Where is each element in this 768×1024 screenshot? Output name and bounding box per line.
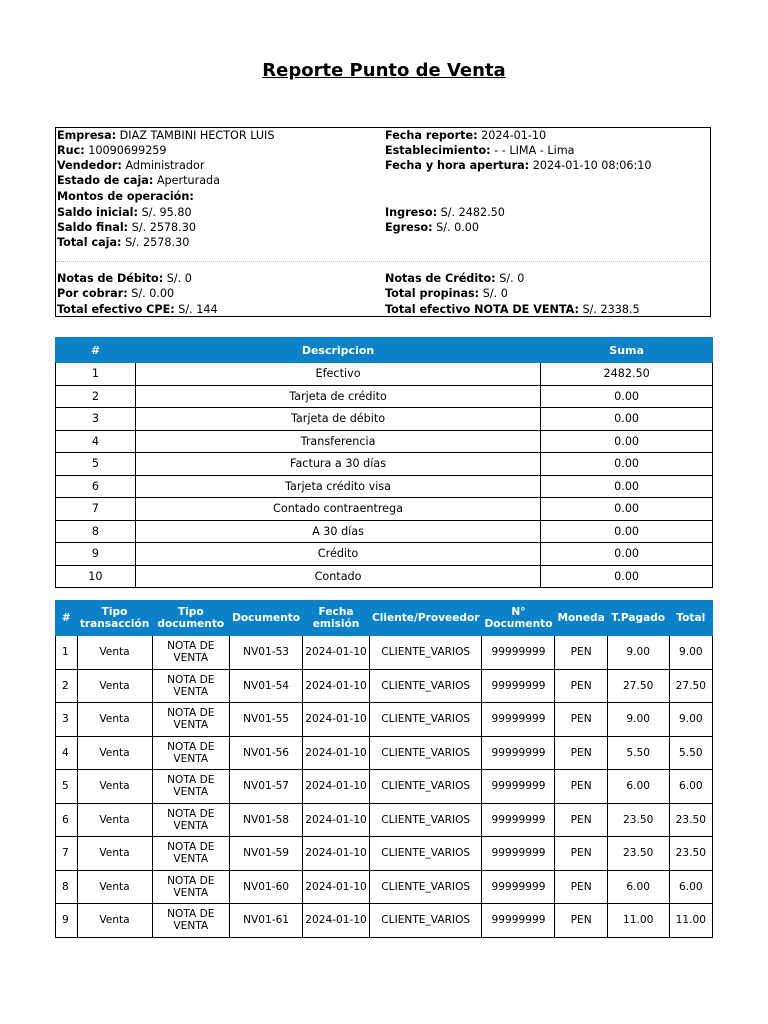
summary-cell-number: 3 xyxy=(56,408,136,431)
tx-cell-documento: NV01-60 xyxy=(230,870,303,904)
tx-cell-tipo-transaccion: Venta xyxy=(77,636,152,670)
summary-row xyxy=(56,543,713,566)
tx-cell-t-pagado: 9.00 xyxy=(607,703,669,737)
info-total-propinas: Total propinas: S/. 0 xyxy=(385,287,508,300)
tx-cell-number: 2 xyxy=(56,669,78,703)
tx-cell-cliente: CLIENTE_VARIOS xyxy=(369,703,482,737)
tx-cell-total: 9.00 xyxy=(669,636,712,670)
tx-cell-tipo-documento: NOTA DE VENTA xyxy=(152,736,230,770)
tx-cell-moneda: PEN xyxy=(555,703,607,737)
tx-cell-n-documento: 99999999 xyxy=(482,803,555,837)
info-notas-debito: Notas de Débito: S/. 0 xyxy=(57,272,192,285)
summary-cell-suma: 2482.50 xyxy=(541,363,713,386)
tx-cell-t-pagado: 23.50 xyxy=(607,837,669,871)
tx-cell-moneda: PEN xyxy=(555,837,607,871)
tx-cell-number: 1 xyxy=(56,636,78,670)
tx-cell-tipo-documento: NOTA DE VENTA xyxy=(152,904,230,938)
tx-cell-cliente: CLIENTE_VARIOS xyxy=(369,770,482,804)
summary-cell-number: 4 xyxy=(56,430,136,453)
tx-cell-moneda: PEN xyxy=(555,904,607,938)
tx-cell-t-pagado: 11.00 xyxy=(607,904,669,938)
info-total-efectivo-nv: Total efectivo NOTA DE VENTA: S/. 2338.5 xyxy=(385,303,640,316)
tx-cell-documento: NV01-56 xyxy=(230,736,303,770)
tx-header-tipo-documento: Tipo documento xyxy=(152,601,230,636)
tx-cell-fecha: 2024-01-10 xyxy=(303,904,370,938)
summary-cell-number: 5 xyxy=(56,453,136,476)
summary-row xyxy=(56,430,713,453)
summary-cell-descripcion: Crédito xyxy=(135,543,540,566)
tx-cell-fecha: 2024-01-10 xyxy=(303,837,370,871)
tx-cell-total: 27.50 xyxy=(669,669,712,703)
summary-cell-number: 1 xyxy=(56,363,136,386)
tx-cell-documento: NV01-57 xyxy=(230,770,303,804)
tx-header-cliente: Cliente/Proveedor xyxy=(369,601,482,636)
tx-cell-moneda: PEN xyxy=(555,636,607,670)
summary-cell-descripcion: Transferencia xyxy=(135,430,540,453)
tx-cell-tipo-transaccion: Venta xyxy=(77,837,152,871)
tx-cell-t-pagado: 6.00 xyxy=(607,870,669,904)
tx-cell-n-documento: 99999999 xyxy=(482,669,555,703)
tx-cell-moneda: PEN xyxy=(555,669,607,703)
tx-row xyxy=(56,837,713,871)
tx-row xyxy=(56,703,713,737)
tx-cell-documento: NV01-53 xyxy=(230,636,303,670)
summary-header-suma: Suma xyxy=(541,338,713,363)
tx-cell-number: 3 xyxy=(56,703,78,737)
payment-summary-table xyxy=(55,337,713,588)
page-title: Reporte Punto de Venta xyxy=(262,60,506,81)
summary-row xyxy=(56,453,713,476)
tx-cell-tipo-transaccion: Venta xyxy=(77,803,152,837)
tx-cell-tipo-transaccion: Venta xyxy=(77,669,152,703)
tx-cell-fecha: 2024-01-10 xyxy=(303,703,370,737)
summary-cell-descripcion: A 30 días xyxy=(135,520,540,543)
tx-cell-tipo-documento: NOTA DE VENTA xyxy=(152,803,230,837)
summary-cell-descripcion: Tarjeta de crédito xyxy=(135,385,540,408)
summary-cell-suma: 0.00 xyxy=(541,498,713,521)
info-divider xyxy=(56,261,710,262)
tx-row xyxy=(56,870,713,904)
tx-cell-cliente: CLIENTE_VARIOS xyxy=(369,904,482,938)
tx-cell-tipo-documento: NOTA DE VENTA xyxy=(152,636,230,670)
tx-cell-tipo-transaccion: Venta xyxy=(77,770,152,804)
tx-cell-n-documento: 99999999 xyxy=(482,870,555,904)
tx-cell-fecha: 2024-01-10 xyxy=(303,870,370,904)
tx-cell-moneda: PEN xyxy=(555,803,607,837)
tx-cell-number: 6 xyxy=(56,803,78,837)
tx-cell-total: 5.50 xyxy=(669,736,712,770)
summary-cell-suma: 0.00 xyxy=(541,385,713,408)
tx-cell-total: 9.00 xyxy=(669,703,712,737)
tx-row xyxy=(56,803,713,837)
tx-cell-t-pagado: 27.50 xyxy=(607,669,669,703)
summary-cell-number: 2 xyxy=(56,385,136,408)
info-fecha-reporte: Fecha reporte: 2024-01-10 xyxy=(385,129,547,142)
tx-cell-fecha: 2024-01-10 xyxy=(303,636,370,670)
tx-cell-cliente: CLIENTE_VARIOS xyxy=(369,669,482,703)
summary-cell-suma: 0.00 xyxy=(541,408,713,431)
info-montos-operacion: Montos de operación: xyxy=(57,190,194,203)
tx-header-fecha-emision: Fecha emisión xyxy=(303,601,370,636)
tx-cell-total: 23.50 xyxy=(669,837,712,871)
tx-cell-documento: NV01-54 xyxy=(230,669,303,703)
info-notas-credito: Notas de Crédito: S/. 0 xyxy=(385,272,525,285)
info-ingreso: Ingreso: S/. 2482.50 xyxy=(385,206,505,219)
tx-cell-n-documento: 99999999 xyxy=(482,770,555,804)
tx-cell-cliente: CLIENTE_VARIOS xyxy=(369,870,482,904)
summary-header-row xyxy=(56,338,713,363)
info-total-efectivo-cpe: Total efectivo CPE: S/. 144 xyxy=(57,303,218,316)
tx-row xyxy=(56,736,713,770)
tx-cell-fecha: 2024-01-10 xyxy=(303,736,370,770)
info-vendedor: Vendedor: Administrador xyxy=(57,159,205,172)
tx-cell-cliente: CLIENTE_VARIOS xyxy=(369,636,482,670)
tx-cell-fecha: 2024-01-10 xyxy=(303,770,370,804)
summary-cell-suma: 0.00 xyxy=(541,520,713,543)
tx-cell-n-documento: 99999999 xyxy=(482,636,555,670)
tx-cell-n-documento: 99999999 xyxy=(482,904,555,938)
summary-cell-descripcion: Efectivo xyxy=(135,363,540,386)
tx-cell-moneda: PEN xyxy=(555,736,607,770)
tx-cell-total: 6.00 xyxy=(669,770,712,804)
tx-cell-total: 23.50 xyxy=(669,803,712,837)
summary-row xyxy=(56,475,713,498)
tx-cell-moneda: PEN xyxy=(555,770,607,804)
info-estado-caja: Estado de caja: Aperturada xyxy=(57,174,221,187)
tx-cell-cliente: CLIENTE_VARIOS xyxy=(369,837,482,871)
summary-header-number: # xyxy=(56,338,136,363)
info-total-caja: Total caja: S/. 2578.30 xyxy=(57,236,190,249)
tx-cell-tipo-transaccion: Venta xyxy=(77,870,152,904)
summary-row xyxy=(56,363,713,386)
tx-cell-t-pagado: 23.50 xyxy=(607,803,669,837)
summary-row xyxy=(56,565,713,588)
tx-cell-total: 11.00 xyxy=(669,904,712,938)
tx-cell-number: 8 xyxy=(56,870,78,904)
summary-cell-number: 6 xyxy=(56,475,136,498)
tx-cell-n-documento: 99999999 xyxy=(482,736,555,770)
tx-header-documento: Documento xyxy=(230,601,303,636)
tx-cell-tipo-documento: NOTA DE VENTA xyxy=(152,837,230,871)
summary-header-descripcion: Descripcion xyxy=(135,338,540,363)
tx-cell-cliente: CLIENTE_VARIOS xyxy=(369,803,482,837)
summary-cell-descripcion: Tarjeta crédito visa xyxy=(135,475,540,498)
summary-row xyxy=(56,385,713,408)
tx-cell-number: 7 xyxy=(56,837,78,871)
summary-cell-number: 7 xyxy=(56,498,136,521)
info-saldo-inicial: Saldo inicial: S/. 95.80 xyxy=(57,206,192,219)
tx-cell-tipo-documento: NOTA DE VENTA xyxy=(152,770,230,804)
summary-cell-suma: 0.00 xyxy=(541,453,713,476)
tx-header-moneda: Moneda xyxy=(555,601,607,636)
tx-cell-fecha: 2024-01-10 xyxy=(303,669,370,703)
tx-cell-total: 6.00 xyxy=(669,870,712,904)
tx-cell-cliente: CLIENTE_VARIOS xyxy=(369,736,482,770)
tx-cell-t-pagado: 5.50 xyxy=(607,736,669,770)
summary-cell-descripcion: Tarjeta de débito xyxy=(135,408,540,431)
tx-cell-n-documento: 99999999 xyxy=(482,837,555,871)
tx-row xyxy=(56,636,713,670)
info-empresa: Empresa: DIAZ TAMBINI HECTOR LUIS xyxy=(57,129,275,142)
summary-cell-suma: 0.00 xyxy=(541,430,713,453)
summary-cell-descripcion: Contado xyxy=(135,565,540,588)
tx-cell-tipo-documento: NOTA DE VENTA xyxy=(152,870,230,904)
tx-cell-number: 9 xyxy=(56,904,78,938)
info-por-cobrar: Por cobrar: S/. 0.00 xyxy=(57,287,175,300)
tx-cell-number: 4 xyxy=(56,736,78,770)
tx-cell-t-pagado: 6.00 xyxy=(607,770,669,804)
transactions-table xyxy=(55,600,713,938)
tx-header-t-pagado: T.Pagado xyxy=(607,601,669,636)
summary-cell-number: 9 xyxy=(56,543,136,566)
info-ruc: Ruc: 10090699259 xyxy=(57,144,167,157)
tx-header-tipo-transaccion: Tipo transacción xyxy=(77,601,152,636)
info-establecimiento: Establecimiento: - - LIMA - Lima xyxy=(385,144,575,157)
tx-row xyxy=(56,904,713,938)
summary-row xyxy=(56,408,713,431)
tx-cell-tipo-transaccion: Venta xyxy=(77,703,152,737)
tx-header-n-documento: N° Documento xyxy=(482,601,555,636)
summary-cell-descripcion: Factura a 30 días xyxy=(135,453,540,476)
tx-cell-number: 5 xyxy=(56,770,78,804)
summary-cell-suma: 0.00 xyxy=(541,543,713,566)
tx-cell-tipo-transaccion: Venta xyxy=(77,736,152,770)
summary-row xyxy=(56,498,713,521)
tx-cell-tipo-documento: NOTA DE VENTA xyxy=(152,669,230,703)
tx-row xyxy=(56,669,713,703)
summary-cell-suma: 0.00 xyxy=(541,475,713,498)
tx-cell-n-documento: 99999999 xyxy=(482,703,555,737)
tx-row xyxy=(56,770,713,804)
summary-cell-number: 8 xyxy=(56,520,136,543)
tx-header-total: Total xyxy=(669,601,712,636)
summary-cell-suma: 0.00 xyxy=(541,565,713,588)
tx-cell-documento: NV01-59 xyxy=(230,837,303,871)
report-info-box xyxy=(55,127,711,317)
tx-cell-documento: NV01-55 xyxy=(230,703,303,737)
tx-cell-documento: NV01-61 xyxy=(230,904,303,938)
tx-cell-tipo-transaccion: Venta xyxy=(77,904,152,938)
tx-cell-t-pagado: 9.00 xyxy=(607,636,669,670)
summary-cell-descripcion: Contado contraentrega xyxy=(135,498,540,521)
info-egreso: Egreso: S/. 0.00 xyxy=(385,221,480,234)
info-fecha-apertura: Fecha y hora apertura: 2024-01-10 08:06:10 xyxy=(385,159,652,172)
tx-cell-fecha: 2024-01-10 xyxy=(303,803,370,837)
tx-cell-moneda: PEN xyxy=(555,870,607,904)
summary-row xyxy=(56,520,713,543)
info-saldo-final: Saldo final: S/. 2578.30 xyxy=(57,221,196,234)
summary-cell-number: 10 xyxy=(56,565,136,588)
tx-cell-documento: NV01-58 xyxy=(230,803,303,837)
tx-cell-tipo-documento: NOTA DE VENTA xyxy=(152,703,230,737)
tx-header-number: # xyxy=(56,601,78,636)
tx-header-row xyxy=(56,601,713,636)
